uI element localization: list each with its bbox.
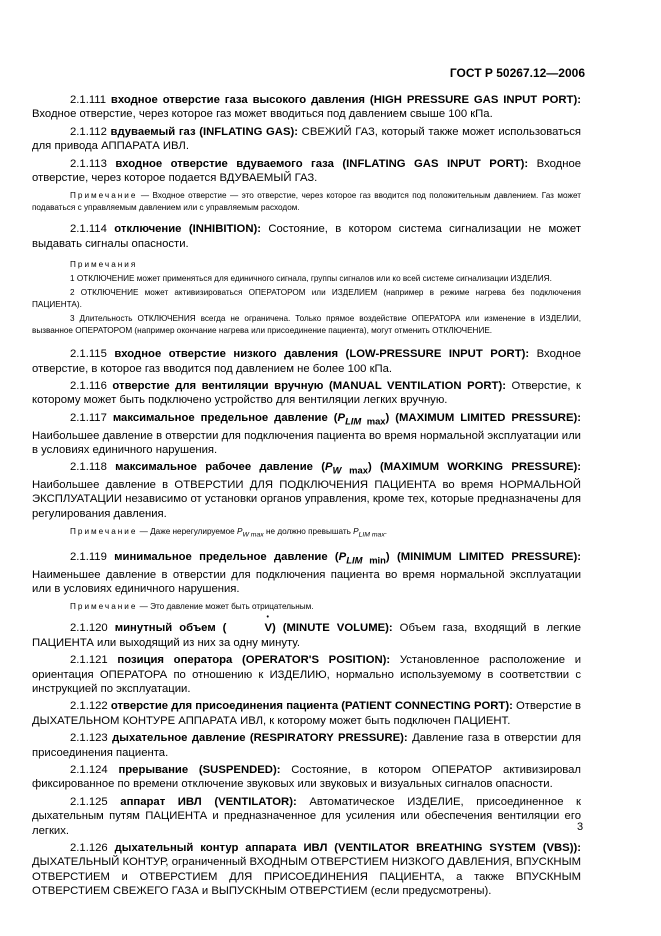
- symbol: P: [353, 527, 359, 537]
- entry-definition: Входное отверстие, через которое газ может вводиться под давлением свыше 100 кПа.: [32, 108, 493, 121]
- entry-2-1-125: [32, 795, 584, 838]
- entry-number: 2.1.118: [70, 461, 107, 474]
- entry-definition: Отверстие, к которому может быть подключено устройство для вентиляции легких вручную.: [32, 380, 581, 407]
- entry-term: дыхательный контур аппарата ИВЛ (VENTILATOR BREATHING SYSTEM (VBS)):: [114, 842, 582, 855]
- note-2-1-118: [32, 526, 581, 542]
- entry-term: входное отверстие низкого давления (LOW-PRESSURE INPUT PORT):: [114, 348, 530, 361]
- term-part: минутный объем (: [114, 622, 227, 635]
- term-part: ) (MINIMUM LIMITED PRESSURE):: [385, 550, 581, 563]
- subscript: max: [366, 415, 386, 427]
- entry-definition: Входное отверстие, в которое газ вводится под давлением не более 100 кПа.: [32, 348, 582, 375]
- note-text: не должно превышать: [263, 527, 354, 537]
- entry-2-1-112: [32, 125, 581, 154]
- entry-2-1-126: [32, 841, 581, 899]
- subscript: W: [332, 464, 342, 476]
- document-header: ГОСТ Р 50267.12—2006: [449, 66, 585, 80]
- entry-definition: Состояние, в котором ОПЕРАТОР активизировал фиксированное по времени отключение звуковых или звуковых и визуальных сигналов опасности.: [32, 763, 582, 791]
- entry-definition: СВЕЖИЙ ГАЗ, который также может использоваться для привода АППАРАТА ИВЛ.: [32, 125, 581, 153]
- entry-term: отверстие для вентиляции вручную (MANUAL VENTILATION PORT):: [112, 380, 506, 393]
- subscript: max: [349, 464, 368, 476]
- symbol: • V: [226, 621, 272, 635]
- note-label: Примечание: [70, 602, 138, 612]
- entry-term: дыхательное давление (RESPIRATORY PRESSURE):: [112, 732, 408, 745]
- entry-definition: Наибольшее давление в ОТВЕРСТИИ ДЛЯ ПОДКЛЮЧЕНИЯ ПАЦИЕНТА во время НОРМАЛЬНОЙ ЭКСПЛУАТАЦИИ независимо от установки органов управления, кроме тех, которые предназначены для регулирования давления.: [32, 479, 581, 520]
- entry-definition: Состояние, в котором система сигнализации не может выдавать сигналы опасности.: [32, 223, 581, 250]
- entry-2-1-113: [32, 157, 581, 186]
- entry-2-1-122: [32, 699, 581, 728]
- entry-number: 2.1.117: [70, 411, 107, 424]
- entry-number: 2.1.121: [70, 654, 108, 667]
- term-part: минимальное предельное давление (: [114, 550, 339, 563]
- note-text: .: [384, 527, 388, 537]
- note-label: Примечание: [70, 191, 138, 201]
- entry-number: 2.1.113: [70, 157, 107, 170]
- entry-term: [115, 622, 393, 634]
- entry-2-1-119: [32, 550, 581, 596]
- note-text: — Это давление может быть отрицательным.: [137, 602, 314, 612]
- subscript: min: [369, 554, 386, 566]
- entry-number: 2.1.119: [70, 550, 107, 563]
- subscript: LIM: [346, 554, 363, 566]
- entry-2-1-114: [32, 222, 581, 251]
- entry-definition: Входное отверстие, через которое подается ВДУВАЕМЫЙ ГАЗ.: [32, 157, 582, 185]
- symbol: P: [337, 411, 346, 424]
- entry-number: 2.1.112: [70, 125, 107, 138]
- subscript: W max: [242, 531, 264, 539]
- entry-term: [114, 550, 581, 566]
- entry-number: 2.1.125: [70, 795, 108, 808]
- subscript: LIM: [345, 415, 362, 427]
- entry-2-1-121: [32, 653, 581, 696]
- entry-term: входное отверстие вдуваемого газа (INFLATING GAS INPUT PORT):: [115, 157, 529, 170]
- note-item: 1 ОТКЛЮЧЕНИЕ может применяться для единичного сигнала, группы сигналов или ко всей системе сигнализации ИЗДЕЛИЯ.: [70, 274, 552, 284]
- entry-term: отключение (INHIBITION):: [114, 223, 261, 236]
- symbol: P: [237, 527, 243, 537]
- entry-number: 2.1.120: [70, 622, 108, 635]
- symbol: P: [338, 550, 347, 563]
- note-item: 2 ОТКЛЮЧЕНИЕ может активизироваться ОПЕРАТОРОМ или ИЗДЕЛИЕМ (например в режиме нагрева без подключения ПАЦИЕНТА).: [32, 288, 581, 310]
- entry-2-1-117: [32, 411, 581, 457]
- entry-number: 2.1.122: [70, 700, 108, 713]
- document-body: [32, 93, 584, 902]
- note-2-1-119: [32, 601, 581, 613]
- entry-term: прерывание (SUSPENDED):: [118, 763, 281, 776]
- entry-definition: Автоматическое ИЗДЕЛИЕ, присоединенное к дыхательным путям ПАЦИЕНТА и предназначенное для усиления или обеспечения вентиляции его легких.: [32, 795, 582, 837]
- term-part: ) (MAXIMUM LIMITED PRESSURE):: [385, 411, 582, 424]
- entry-definition: Наименьшее давление в отверстии для подключения пациента во время нормальной эксплуатации или в условиях единичного нарушения.: [32, 568, 581, 595]
- subscript: LIM max: [358, 531, 385, 539]
- notes-heading: Примечания: [70, 260, 138, 270]
- entry-number: 2.1.123: [70, 732, 108, 745]
- note-2-1-113: [32, 190, 581, 214]
- term-part: ) (MINUTE VOLUME):: [271, 622, 393, 635]
- entry-definition: Давление газа в отверстии для присоединения пациента.: [32, 732, 581, 759]
- entry-definition: Установленное расположение и ориентация ОПЕРАТОРА по отношению к ИЗДЕЛИЮ, нормально используемому в соответствии с инструкцией по эксплуатации.: [32, 654, 582, 695]
- notes-2-1-114: [32, 259, 581, 337]
- entry-term: позиция оператора (OPERATOR'S POSITION):: [117, 654, 391, 667]
- entry-2-1-118: [32, 460, 581, 521]
- entry-definition: ДЫХАТЕЛЬНЫЙ КОНТУР, ограниченный ВХОДНЫМ ОТВЕРСТИЕМ НИЗКОГО ДАВЛЕНИЯ, ВПУСКНЫМ ОТВЕРСТИЕМ и ОТВЕРСТИЕМ ДЛЯ ПРИСОЕДИНЕНИЯ ПАЦИЕНТА, а также ВПУСКНЫМ ОТВЕРСТИЕМ СВЕЖЕГО ГАЗА и ВЫПУСКНЫМ ОТВЕРСТИЕМ (если предусмотрены).: [32, 856, 581, 898]
- entry-definition: Объем газа, входящий в легкие ПАЦИЕНТА или выходящий из них за одну минуту.: [32, 622, 582, 649]
- entry-2-1-123: [32, 731, 581, 760]
- entry-number: 2.1.111: [70, 94, 107, 106]
- entry-definition: Наибольшее давление в отверстии для подключения пациента во время нормальной эксплуатации или в условиях единичного нарушения.: [32, 429, 581, 456]
- note-text: — Даже нерегулируемое: [137, 527, 237, 537]
- note-label: Примечание: [70, 527, 138, 537]
- term-part: ) (MAXIMUM WORKING PRESSURE):: [367, 461, 581, 474]
- note-item: 3 Длительность ОТКЛЮЧЕНИЯ всегда не ограничена. Только прямое воздействие ОПЕРАТОРА или изменение в ИЗДЕЛИИ, вызванное ОПЕРАТОРОМ (например окончание нагрева или присоединение пациента), могут отменить ОТКЛЮЧЕНИЕ.: [32, 314, 581, 336]
- entry-number: 2.1.126: [70, 842, 108, 855]
- entry-2-1-116: [32, 379, 581, 408]
- entry-number: 2.1.114: [70, 223, 107, 236]
- entry-2-1-120: [32, 621, 581, 650]
- entry-term: отверстие для присоединения пациента (PATIENT CONNECTING PORT):: [110, 700, 513, 713]
- entry-2-1-115: [32, 347, 581, 376]
- entry-2-1-124: [32, 763, 581, 792]
- entry-term: аппарат ИВЛ (VENTILATOR):: [120, 795, 297, 808]
- term-part: максимальное рабочее давление (: [115, 461, 325, 474]
- entry-term: вдуваемый газ (INFLATING GAS):: [110, 125, 299, 138]
- entry-term: входное отверстие газа высокого давления (HIGH PRESSURE GAS INPUT PORT):: [110, 94, 581, 106]
- entry-number: 2.1.116: [70, 380, 107, 393]
- entry-number: 2.1.124: [70, 763, 108, 776]
- entry-number: 2.1.115: [70, 348, 107, 361]
- symbol: P: [324, 461, 333, 474]
- note-text: — Входное отверстие — это отверстие, через которое газ вводится под положительным давлением. Газ может подаваться с управляемым давлением или с управляемым расходом.: [32, 191, 581, 213]
- term-part: максимальное предельное давление (: [112, 411, 338, 424]
- entry-term: [115, 461, 581, 476]
- entry-definition: Отверстие в ДЫХАТЕЛЬНОМ КОНТУРЕ АППАРАТА ИВЛ, к которому может быть подключен ПАЦИЕНТ.: [32, 700, 581, 727]
- entry-2-1-111: [32, 93, 581, 122]
- page-number: 3: [577, 821, 584, 833]
- entry-term: [112, 411, 582, 427]
